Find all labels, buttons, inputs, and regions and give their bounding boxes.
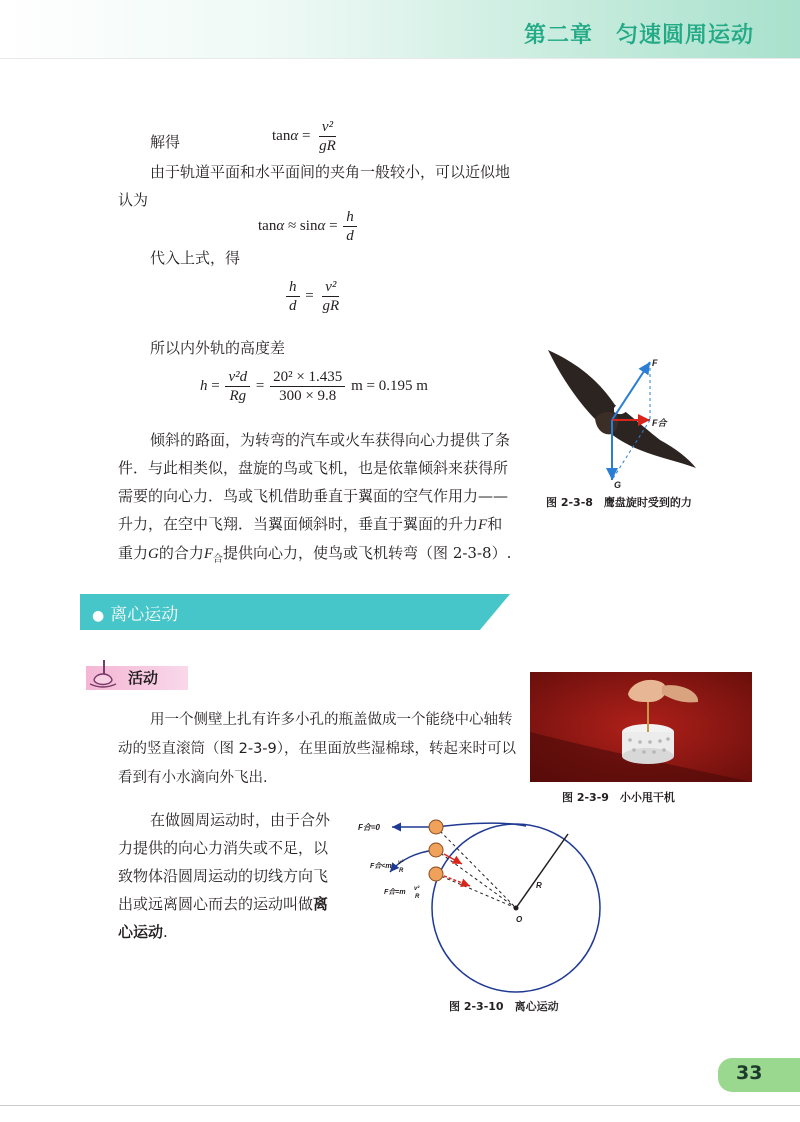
fraction xyxy=(343,208,357,245)
eq-text: = xyxy=(207,378,224,394)
symbol-F-he: F xyxy=(203,546,214,562)
centrifugal-paragraph xyxy=(118,806,340,946)
arc-top xyxy=(436,823,526,827)
numerator: v² xyxy=(319,118,336,137)
curve-arrow xyxy=(390,850,436,872)
text-run: 的合力 xyxy=(158,544,204,562)
force-arrow-red xyxy=(444,876,470,886)
eagle-figure xyxy=(540,340,700,490)
text-run: 在做圆周运动时，由于合外力提供的向心力消失或不足，以致物体沿圆周运动的切线方向飞出或远离圆心而去的运动叫做 xyxy=(118,811,331,913)
label-O: O xyxy=(516,915,523,924)
height-diff-text: 所以内外轨的高度差 xyxy=(150,339,286,357)
ball xyxy=(429,867,443,881)
subscript-he: 合 xyxy=(213,554,224,565)
equation-h-over-d xyxy=(284,278,344,315)
text-run: 和重力 xyxy=(118,515,503,562)
eq-text: = xyxy=(298,128,315,144)
label-v2: v² xyxy=(398,860,404,866)
ball xyxy=(429,843,443,857)
label-f-eq: F合=m xyxy=(384,889,406,896)
symbol-G: G xyxy=(148,546,159,562)
center-point xyxy=(514,906,519,911)
label-R-den: R xyxy=(415,894,420,900)
denominator: Rg xyxy=(229,388,247,404)
fraction xyxy=(270,368,345,405)
text-run: . xyxy=(163,923,168,941)
figure-2-3-8-caption: 图 2-3-8 鹰盘旋时受到的力 xyxy=(546,496,692,509)
radius-line xyxy=(516,834,568,908)
eq-text: m = 0.195 m xyxy=(347,378,428,394)
denominator: d xyxy=(289,298,297,314)
eq-text: ≈ sin xyxy=(284,218,318,234)
eq-text: = xyxy=(252,378,269,394)
text-run: 提供向心力，使鸟或飞机转弯（图 2-3-8）. xyxy=(223,544,512,562)
numerator: h xyxy=(343,208,357,227)
fraction xyxy=(225,368,250,405)
figure-2-3-10-caption: 图 2-3-10 离心运动 xyxy=(449,1000,559,1013)
section-title-text: 离心运动 xyxy=(110,605,179,625)
numerator: v²d xyxy=(225,368,250,387)
numerator: h xyxy=(286,278,300,297)
eq-text: tan xyxy=(272,128,291,144)
bullet-icon: ● xyxy=(92,608,105,624)
chapter-title: 第二章 匀速圆周运动 xyxy=(523,23,754,48)
header-divider xyxy=(0,58,800,59)
label-v2: v² xyxy=(414,886,420,892)
ball xyxy=(429,820,443,834)
fraction xyxy=(286,278,300,315)
eq-symbol: α xyxy=(317,218,326,234)
label-F-he: F合 xyxy=(652,418,667,428)
eq-symbol: α xyxy=(290,128,299,144)
fraction xyxy=(319,278,342,315)
dashed-radius xyxy=(436,827,516,908)
lift-force-arrow xyxy=(612,362,650,420)
bird-paragraph xyxy=(118,426,516,574)
footer-divider xyxy=(0,1105,800,1106)
label-G: G xyxy=(614,480,622,490)
label-R: R xyxy=(536,881,542,890)
page-number: 33 xyxy=(736,1062,763,1084)
solve-label: 解得 xyxy=(150,133,181,151)
denominator: gR xyxy=(319,138,336,154)
activity-hand-icon xyxy=(88,658,118,690)
force-arrow-red xyxy=(444,854,462,864)
eq-symbol: h xyxy=(200,378,208,394)
small-angle-paragraph: 由于轨道平面和水平面间的夹角一般较小，可以近似地认为 xyxy=(118,163,511,209)
text-run: 倾斜的路面，为转弯的汽车或火车获得向心力提供了条件．与此相类似，盘旋的鸟或飞机，也是依靠倾斜来获得所需要的向心力．鸟或飞机借助垂直于翼面的空气作用力——升力，在空中飞翔．当翼面倾斜时，垂直于翼面的升力 xyxy=(118,431,511,533)
equation-approx xyxy=(258,208,359,245)
fraction xyxy=(316,118,339,155)
section-title xyxy=(92,600,178,625)
spin-dryer-photo xyxy=(530,672,752,782)
numerator: v² xyxy=(322,278,339,297)
figure-2-3-9-caption: 图 2-3-9 小小甩干机 xyxy=(562,791,675,804)
eq-text: tan xyxy=(258,218,277,234)
activity-label: 活动 xyxy=(128,669,159,687)
equation-height xyxy=(200,368,428,405)
denominator: gR xyxy=(322,298,340,314)
numerator: 20² × 1.435 xyxy=(270,368,345,387)
substitute-text: 代入上式，得 xyxy=(150,249,241,267)
eq-text: = xyxy=(301,288,318,304)
eq-text: = xyxy=(325,218,342,234)
label-f-zero: F合=0 xyxy=(358,823,381,832)
denominator: d xyxy=(346,228,354,244)
label-R-den: R xyxy=(399,868,404,874)
label-f-less: F合<m xyxy=(370,863,392,870)
term-centrifugal: 离心运动 xyxy=(118,895,329,941)
eq-symbol: α xyxy=(276,218,285,234)
centrifugal-diagram xyxy=(356,812,616,998)
denominator: 300 × 9.8 xyxy=(279,388,337,404)
label-F: F xyxy=(652,358,658,368)
equation-tan-alpha xyxy=(272,118,341,155)
symbol-F: F xyxy=(478,517,488,533)
activity-text: 用一个侧壁上扎有许多小孔的瓶盖做成一个能绕中心轴转动的竖直滚筒（图 2-3-9），在里面放些湿棉球，转起来时可以看到有小水滴向外飞出. xyxy=(118,712,516,786)
eagle-tail-shape xyxy=(576,422,596,433)
